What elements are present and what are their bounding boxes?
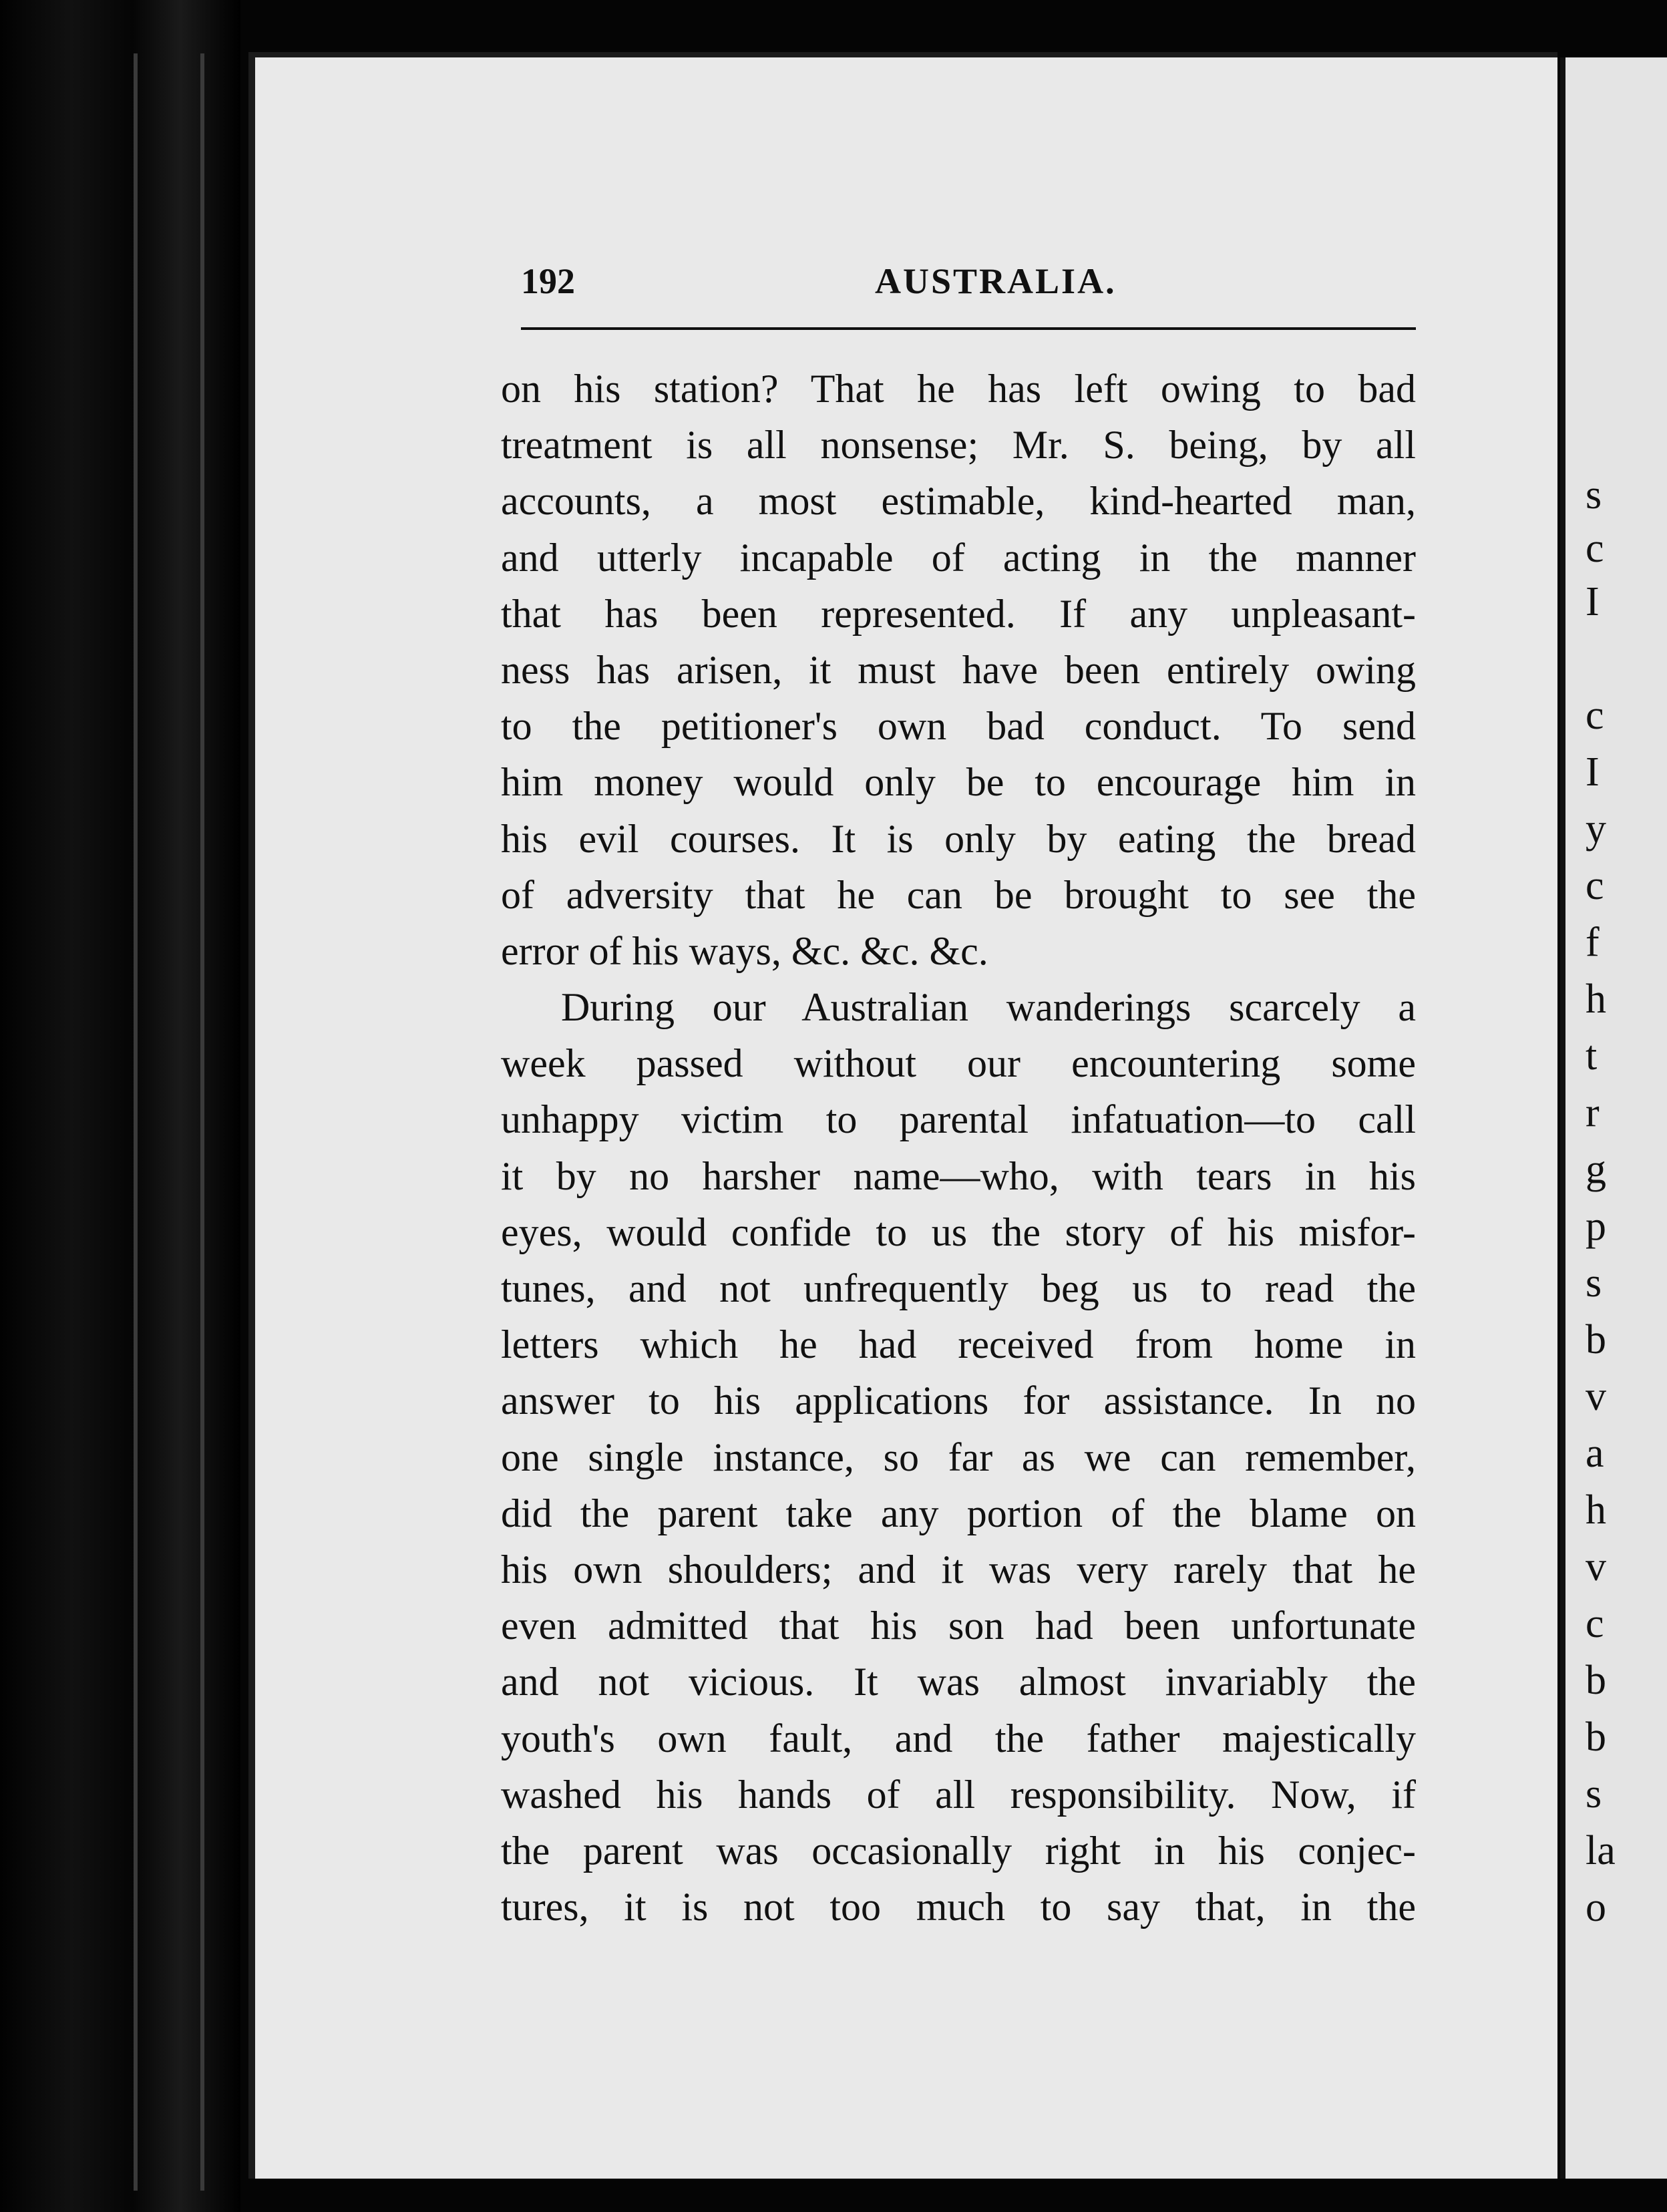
running-head: AUSTRALIA. <box>875 261 1117 301</box>
text-line: of adversity that he can be brought to see the <box>501 872 1416 917</box>
adjacent-page-fragment: c <box>1586 1601 1604 1646</box>
adjacent-page-fragment: I <box>1586 579 1600 624</box>
text-line: his own shoulders; and it was very rarely that he <box>501 1547 1416 1592</box>
adjacent-page-fragment: y <box>1586 806 1606 852</box>
body-text <box>501 361 1416 1935</box>
text-line: unhappy victim to parental infatuation—to call <box>501 1097 1416 1142</box>
book-binding <box>0 0 240 2212</box>
binding-edge <box>134 53 138 2191</box>
text-line: to the petitioner's own bad conduct. To send <box>501 704 1416 749</box>
page-number: 192 <box>521 261 575 301</box>
text-line: one single instance, so far as we can remember, <box>501 1435 1416 1479</box>
adjacent-page-fragment: c <box>1586 693 1604 738</box>
adjacent-page-fragment: s <box>1586 472 1602 518</box>
adjacent-page-fragment: c <box>1586 863 1604 908</box>
text-line: the parent was occasionally right in his conjec- <box>501 1828 1416 1873</box>
text-line: eyes, would confide to us the story of his misfor- <box>501 1210 1416 1254</box>
text-line: tunes, and not unfrequently beg us to read the <box>501 1266 1416 1310</box>
text-line: During our Australian wanderings scarcely a <box>561 985 1416 1030</box>
page-header <box>521 260 1423 314</box>
header-rule <box>521 327 1416 330</box>
adjacent-page-fragment: o <box>1586 1885 1606 1930</box>
adjacent-page-fragment: b <box>1586 1658 1606 1703</box>
adjacent-page-fragment: I <box>1586 749 1600 795</box>
text-line: it by no harsher name—who, with tears in his <box>501 1153 1416 1198</box>
text-line: his evil courses. It is only by eating the bread <box>501 816 1416 861</box>
text-line: letters which he had received from home in <box>501 1322 1416 1367</box>
text-line: that has been represented. If any unpleasant- <box>501 591 1416 636</box>
adjacent-page-fragment: v <box>1586 1374 1606 1419</box>
adjacent-page-fragment: h <box>1586 976 1606 1022</box>
text-line: accounts, a most estimable, kind-hearted man, <box>501 479 1416 524</box>
text-line: week passed without our encountering some <box>501 1041 1416 1086</box>
adjacent-page-fragment: s <box>1586 1771 1602 1817</box>
adjacent-page-fragment: g <box>1586 1147 1606 1192</box>
text-line: did the parent take any portion of the blame on <box>501 1491 1416 1535</box>
text-line: treatment is all nonsense; Mr. S. being, by all <box>501 423 1416 468</box>
adjacent-page-fragment: a <box>1586 1431 1604 1476</box>
text-line: and utterly incapable of acting in the manner <box>501 535 1416 580</box>
text-line: youth's own fault, and the father majestically <box>501 1716 1416 1761</box>
text-line: on his station? That he has left owing to bad <box>501 367 1416 411</box>
adjacent-page-fragment: b <box>1586 1317 1606 1362</box>
text-line: washed his hands of all responsibility. Now, if <box>501 1772 1416 1817</box>
text-line: even admitted that his son had been unfortunate <box>501 1604 1416 1648</box>
adjacent-page-fragment: r <box>1586 1090 1600 1135</box>
text-line: and not vicious. It was almost invariably the <box>501 1660 1416 1704</box>
adjacent-page-fragment: f <box>1586 920 1600 965</box>
binding-edge <box>200 53 204 2191</box>
text-line: error of his ways, &c. &c. &c. <box>501 928 988 973</box>
adjacent-page <box>1560 57 1667 2179</box>
text-line: tures, it is not too much to say that, in the <box>501 1885 1416 1929</box>
adjacent-page-fragment: b <box>1586 1714 1606 1760</box>
text-line: ness has arisen, it must have been entirely owing <box>501 647 1416 692</box>
adjacent-page-fragment: v <box>1586 1544 1606 1590</box>
adjacent-page-fragment: h <box>1586 1487 1606 1533</box>
text-line: answer to his applications for assistance. In no <box>501 1378 1416 1423</box>
adjacent-page-fragment: s <box>1586 1260 1602 1306</box>
adjacent-page-fragment: t <box>1586 1033 1598 1079</box>
adjacent-page-fragment: c <box>1586 526 1604 571</box>
adjacent-page-fragment: la <box>1586 1828 1616 1873</box>
text-line: him money would only be to encourage him in <box>501 760 1416 805</box>
adjacent-page-fragment: p <box>1586 1204 1606 1249</box>
